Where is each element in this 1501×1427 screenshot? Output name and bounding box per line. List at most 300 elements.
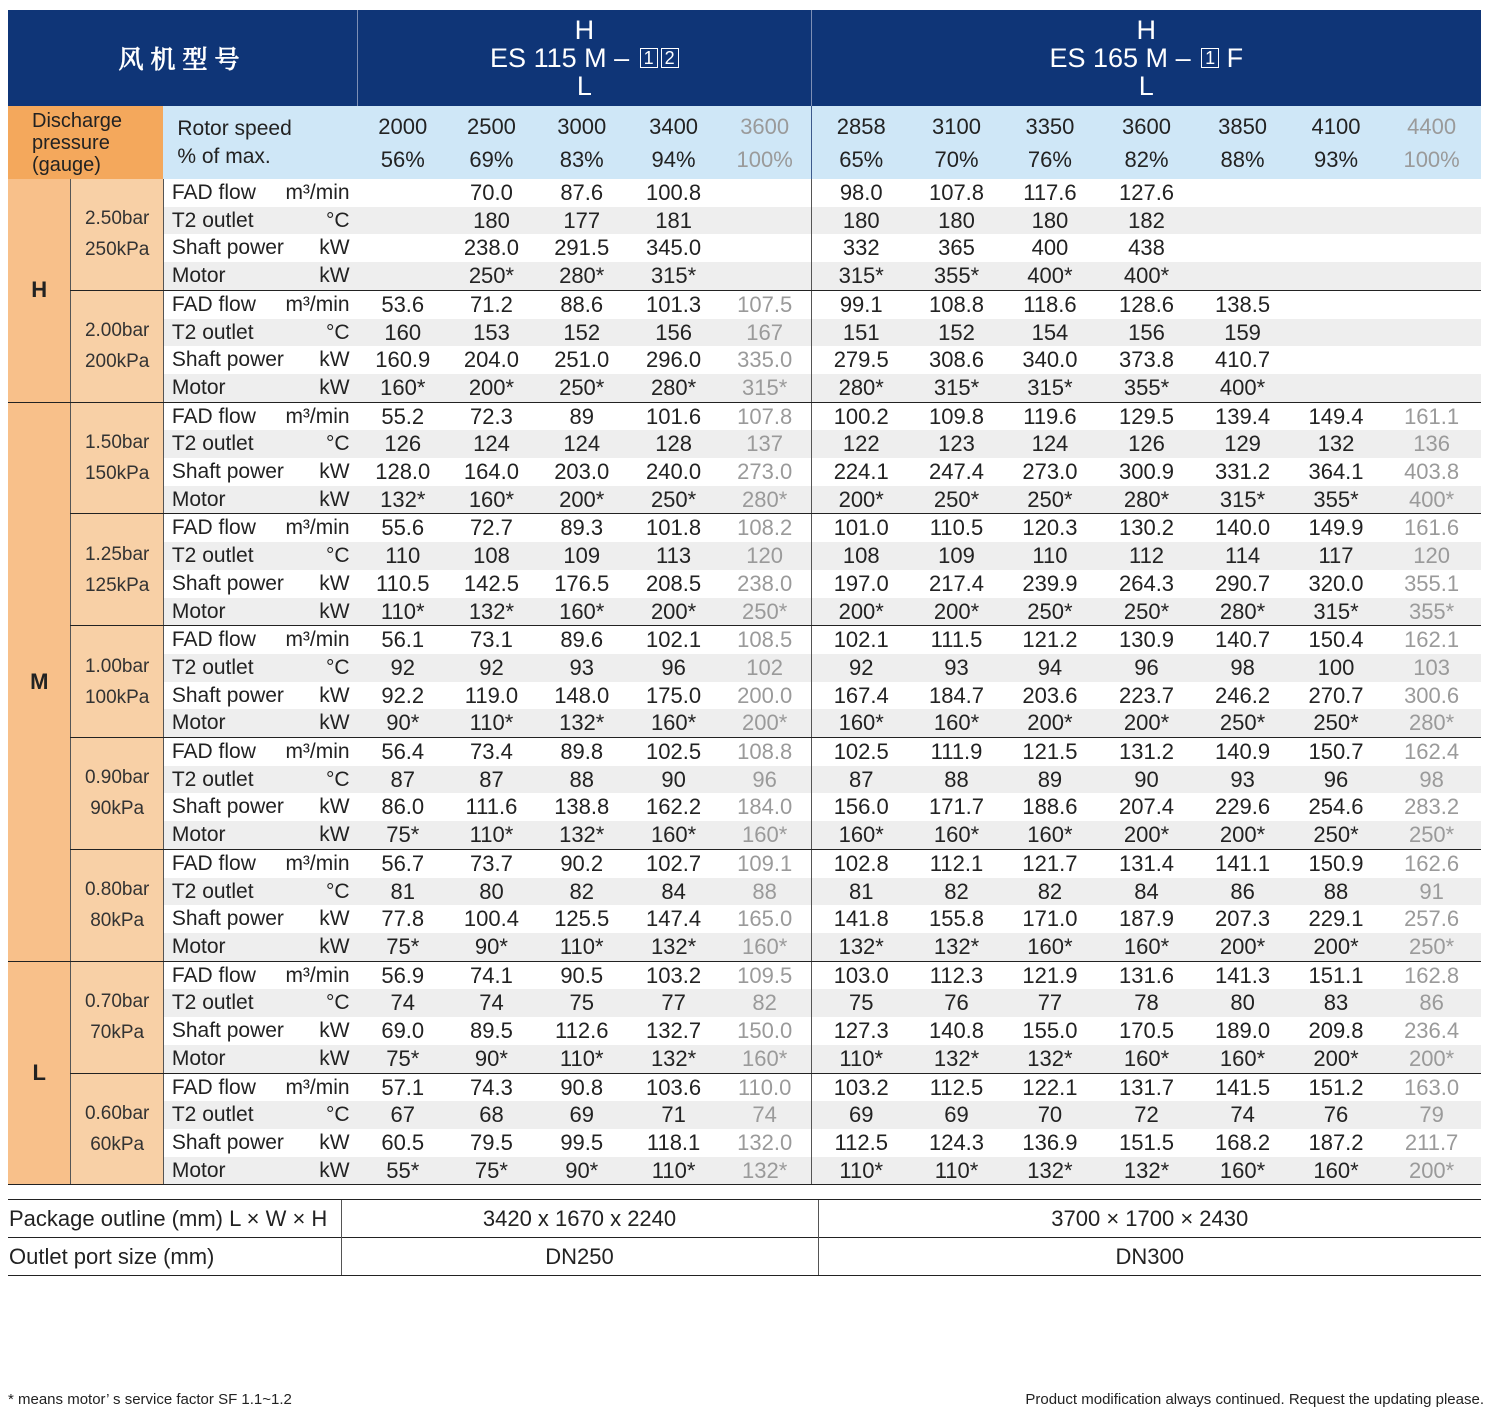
value-cell: 438 <box>1128 235 1165 261</box>
value-cell: 57.1 <box>381 1074 425 1100</box>
value-cell: 156 <box>1098 319 1196 347</box>
value-cell: 132* <box>535 709 628 737</box>
value-cell: 91 <box>1382 878 1481 906</box>
value-cell: 60.5 <box>381 1129 425 1155</box>
row-label-name: Shaft power <box>171 1130 284 1154</box>
value-cell <box>1195 179 1289 207</box>
row-label <box>163 1157 357 1185</box>
value-cell: 103.6 <box>646 1074 702 1100</box>
value-cell: 121.5 <box>1022 739 1078 765</box>
value-cell: 114 <box>1195 542 1289 570</box>
value-cell: 124 <box>535 430 628 458</box>
row-label-unit: kW <box>319 1019 350 1043</box>
data-row <box>8 766 1481 794</box>
data-row <box>8 514 1481 542</box>
speed-column-2 <box>535 106 628 179</box>
rotor-speed-value: 4100 <box>1311 113 1361 139</box>
discharge-pressure-cell <box>71 514 163 626</box>
value-cell: 109.1 <box>737 850 793 876</box>
value-cell: 151 <box>811 319 911 347</box>
value-cell: 110* <box>448 709 535 737</box>
value-cell: 160* <box>1098 933 1196 961</box>
value-cell: 69.0 <box>381 1018 425 1044</box>
value-cell: 77 <box>628 989 718 1017</box>
outlet-port-row <box>8 1238 1481 1276</box>
value-cell <box>1290 234 1382 262</box>
row-label-unit: °C <box>326 655 350 679</box>
row-label-name: Motor <box>171 599 226 623</box>
row-label-name: Shaft power <box>171 907 284 931</box>
rotor-speed-value: 2500 <box>466 113 516 139</box>
footnote-modification: Product modification always continued. Request the updating please. <box>1025 1391 1484 1408</box>
value-cell <box>358 207 448 235</box>
value-cell: 207.3 <box>1215 906 1271 932</box>
value-cell: 92 <box>811 654 911 682</box>
discharge-pressure-cell <box>71 961 163 1073</box>
value-cell: 55* <box>358 1157 448 1185</box>
value-cell: 81 <box>358 878 448 906</box>
row-label <box>163 1017 357 1045</box>
spec-sheet <box>8 10 1481 1276</box>
row-label <box>163 514 357 542</box>
value-cell: 203.6 <box>1022 682 1078 708</box>
rotor-speed-value: 3100 <box>932 113 981 139</box>
data-row <box>8 402 1481 430</box>
value-cell: 264.3 <box>1118 570 1175 596</box>
value-cell: 331.2 <box>1215 459 1271 485</box>
row-label-unit: kW <box>319 599 350 623</box>
pressure-bar-value: 0.90bar <box>84 767 150 789</box>
value-cell: 187.2 <box>1308 1129 1364 1155</box>
row-label-name: FAD flow <box>171 1075 256 1099</box>
value-cell: 160 <box>358 319 448 347</box>
value-cell: 132* <box>911 933 1002 961</box>
value-cell: 160.9 <box>375 347 431 373</box>
data-row <box>8 598 1481 626</box>
value-cell: 156 <box>628 319 718 347</box>
data-row <box>8 933 1481 961</box>
value-cell: 161.6 <box>1404 515 1460 541</box>
value-cell <box>1290 346 1382 374</box>
value-cell: 110 <box>1002 542 1098 570</box>
value-cell: 155.0 <box>1022 1018 1078 1044</box>
value-cell: 160* <box>1002 821 1098 849</box>
row-label <box>163 961 357 989</box>
value-cell: 200* <box>719 709 811 737</box>
value-cell: 160* <box>811 821 911 849</box>
value-cell: 96 <box>1290 766 1382 794</box>
row-label-name: FAD flow <box>171 181 256 204</box>
value-cell: 118.1 <box>646 1129 701 1155</box>
value-cell: 139.4 <box>1215 403 1271 429</box>
value-cell: 56.1 <box>381 627 425 653</box>
data-row <box>8 878 1481 906</box>
value-cell: 102.7 <box>646 850 702 876</box>
value-cell: 280* <box>719 486 811 514</box>
value-cell: 229.1 <box>1308 906 1364 932</box>
value-cell: 189.0 <box>1215 1018 1271 1044</box>
pressure-group-label: L <box>8 961 71 1185</box>
row-label <box>163 989 357 1017</box>
value-cell: 320.0 <box>1308 570 1364 596</box>
value-cell <box>1382 290 1481 318</box>
speed-column-1 <box>448 106 535 179</box>
value-cell: 98 <box>1195 654 1289 682</box>
value-cell <box>1382 179 1481 207</box>
value-cell <box>1382 319 1481 347</box>
value-cell: 400* <box>1382 486 1481 514</box>
speed-column-0 <box>358 106 448 179</box>
row-label-unit: kW <box>319 375 350 399</box>
value-cell: 238.0 <box>737 570 793 596</box>
value-cell: 280* <box>811 374 911 402</box>
performance-table <box>8 10 1481 1185</box>
value-cell: 280* <box>535 262 628 290</box>
row-label-name: FAD flow <box>171 404 256 428</box>
row-label-name: FAD flow <box>171 740 256 764</box>
value-cell: 72.7 <box>470 515 513 541</box>
value-cell: 102.8 <box>811 849 911 877</box>
value-cell: 138.8 <box>554 794 610 820</box>
value-cell: 112.6 <box>555 1018 609 1044</box>
data-row <box>8 821 1481 849</box>
value-cell: 128 <box>628 430 718 458</box>
row-label-name: Motor <box>171 823 226 847</box>
value-cell: 96 <box>628 654 718 682</box>
row-label-unit: kW <box>319 571 350 595</box>
value-cell <box>1382 234 1481 262</box>
value-cell: 75* <box>358 821 448 849</box>
row-label-name: Motor <box>171 1158 226 1182</box>
row-label <box>163 626 357 654</box>
row-label-name: Shaft power <box>171 348 284 372</box>
value-cell: 110.5 <box>929 515 984 541</box>
value-cell: 132* <box>628 933 718 961</box>
value-cell: 90* <box>535 1157 628 1185</box>
data-row <box>8 1045 1481 1073</box>
value-cell: 93 <box>535 654 628 682</box>
value-cell: 403.8 <box>1404 459 1460 485</box>
row-label <box>163 793 357 821</box>
data-row <box>8 458 1481 486</box>
value-cell: 90 <box>1098 766 1196 794</box>
value-cell: 88 <box>911 766 1002 794</box>
row-label-unit: kW <box>319 460 350 484</box>
value-cell: 308.6 <box>928 347 985 373</box>
value-cell: 89 <box>569 403 594 429</box>
value-cell: 355* <box>911 262 1002 290</box>
value-cell: 188.6 <box>1022 794 1078 820</box>
value-cell: 131.2 <box>1118 739 1175 765</box>
value-cell: 238.0 <box>463 235 519 261</box>
row-label <box>163 570 357 598</box>
value-cell: 160* <box>911 821 1002 849</box>
value-cell: 74 <box>1195 1101 1289 1129</box>
value-cell: 162.2 <box>646 794 702 820</box>
value-cell: 150.7 <box>1308 739 1364 765</box>
value-cell: 112 <box>1098 542 1196 570</box>
row-label <box>163 262 357 290</box>
row-label-unit: kW <box>319 795 350 819</box>
package-outline-es115: 3420 x 1670 x 2240 <box>341 1200 818 1238</box>
value-cell: 75* <box>358 1045 448 1073</box>
value-cell: 141.8 <box>811 905 911 933</box>
row-label <box>163 905 357 933</box>
value-cell: 110* <box>448 821 535 849</box>
value-cell: 155.8 <box>928 906 985 932</box>
value-cell: 121.2 <box>1022 627 1078 653</box>
row-label-unit: °C <box>326 208 350 232</box>
data-row <box>8 1073 1481 1101</box>
value-cell: 101.6 <box>646 403 702 429</box>
value-cell: 200* <box>1290 933 1382 961</box>
value-cell: 164.0 <box>463 459 519 485</box>
value-cell: 102 <box>719 654 811 682</box>
value-cell: 204.0 <box>463 347 519 373</box>
value-cell: 129.5 <box>1118 403 1175 429</box>
value-cell: 180 <box>1002 207 1098 235</box>
value-cell: 82 <box>1002 878 1098 906</box>
row-label-unit: kW <box>319 1158 350 1182</box>
model1-variant-top: H <box>574 15 595 45</box>
value-cell: 101.3 <box>646 291 702 317</box>
footnote-service-factor: * means motor’ s service factor SF 1.1~1.2 <box>8 1391 292 1408</box>
rotor-speed-value: 2858 <box>836 113 886 139</box>
value-cell: 200* <box>1195 933 1289 961</box>
value-cell: 124.3 <box>928 1129 985 1155</box>
value-cell: 126 <box>1098 430 1196 458</box>
data-row <box>8 626 1481 654</box>
row-label-name: Shaft power <box>171 795 284 819</box>
value-cell: 180 <box>911 207 1002 235</box>
value-cell <box>358 179 448 207</box>
value-cell: 73.4 <box>470 739 513 765</box>
data-row <box>8 207 1481 235</box>
value-cell: 229.6 <box>1215 794 1271 820</box>
value-cell: 100.2 <box>811 402 911 430</box>
rotor-speed-value: 3600 <box>1122 113 1171 139</box>
value-cell: 365 <box>938 235 975 261</box>
value-cell: 400* <box>1098 262 1196 290</box>
value-cell: 254.6 <box>1308 794 1364 820</box>
data-row <box>8 179 1481 207</box>
value-cell: 332 <box>811 234 911 262</box>
value-cell <box>1195 207 1289 235</box>
value-cell: 156.0 <box>811 793 911 821</box>
value-cell: 355.1 <box>1404 570 1460 596</box>
value-cell: 340.0 <box>1022 347 1078 373</box>
value-cell: 110* <box>628 1157 718 1185</box>
pressure-kpa-value: 150kPa <box>84 463 150 485</box>
row-label <box>163 319 357 347</box>
value-cell: 122 <box>811 430 911 458</box>
value-cell: 154 <box>1002 319 1098 347</box>
pressure-bar-value: 1.25bar <box>84 543 150 565</box>
discharge-pressure-cell <box>71 626 163 738</box>
value-cell: 123 <box>911 430 1002 458</box>
value-cell: 175.0 <box>646 682 702 708</box>
speed-column-5 <box>811 106 911 179</box>
value-cell: 92 <box>358 654 448 682</box>
value-cell: 74 <box>448 989 535 1017</box>
discharge-pressure-cell <box>71 738 163 850</box>
value-cell: 107.8 <box>737 403 793 429</box>
rotor-speed-value: 3350 <box>1025 113 1075 139</box>
row-label <box>163 486 357 514</box>
row-label <box>163 1073 357 1101</box>
percent-of-max-value: 70% <box>934 146 979 172</box>
value-cell: 68 <box>448 1101 535 1129</box>
value-cell: 87 <box>811 766 911 794</box>
value-cell: 160* <box>911 709 1002 737</box>
value-cell: 112.3 <box>929 962 984 988</box>
value-cell: 335.0 <box>737 347 793 373</box>
value-cell: 69 <box>535 1101 628 1129</box>
value-cell: 152 <box>911 319 1002 347</box>
pressure-kpa-value: 100kPa <box>84 686 150 708</box>
value-cell: 137 <box>719 430 811 458</box>
row-label-unit: m³/min <box>285 181 350 204</box>
value-cell: 400 <box>1031 235 1069 261</box>
value-cell: 117.6 <box>1023 180 1077 205</box>
value-cell: 109.8 <box>928 403 985 429</box>
data-row <box>8 654 1481 682</box>
value-cell: 364.1 <box>1308 459 1364 485</box>
value-cell: 132* <box>628 1045 718 1073</box>
value-cell <box>358 262 448 290</box>
value-cell: 108 <box>811 542 911 570</box>
value-cell: 250* <box>1002 486 1098 514</box>
value-cell: 83 <box>1290 989 1382 1017</box>
row-label-unit: kW <box>319 1130 350 1154</box>
value-cell: 103.2 <box>646 962 702 988</box>
value-cell: 161.1 <box>1404 403 1460 429</box>
discharge-pressure-cell <box>71 402 163 514</box>
value-cell: 132* <box>358 486 448 514</box>
speed-column-4 <box>719 106 811 179</box>
model-es165: H ES 165 M – 1 F L <box>811 10 1481 106</box>
row-label <box>163 290 357 318</box>
value-cell: 280* <box>1098 486 1196 514</box>
value-cell: 160* <box>1195 1045 1289 1073</box>
value-cell: 147.4 <box>646 906 702 932</box>
row-label-name: Motor <box>171 375 226 399</box>
value-cell: 148.0 <box>554 682 610 708</box>
value-cell: 80 <box>1195 989 1289 1017</box>
value-cell: 92.2 <box>381 682 425 708</box>
value-cell: 160* <box>1002 933 1098 961</box>
value-cell: 88.6 <box>560 291 604 317</box>
model1-name: ES 115 M <box>490 43 607 73</box>
value-cell: 345.0 <box>646 235 702 261</box>
value-cell: 127.3 <box>811 1017 911 1045</box>
value-cell: 246.2 <box>1215 682 1271 708</box>
value-cell: 90.2 <box>560 850 604 876</box>
value-cell: 240.0 <box>646 459 702 485</box>
row-label-name: Shaft power <box>171 236 284 260</box>
value-cell: 257.6 <box>1404 906 1460 932</box>
data-row <box>8 1017 1481 1045</box>
row-label-unit: kW <box>319 711 350 735</box>
discharge-pressure-cell <box>71 849 163 961</box>
value-cell: 200* <box>535 486 628 514</box>
discharge-pressure-cell <box>71 179 163 290</box>
row-label-unit: m³/min <box>285 292 350 316</box>
value-cell: 121.7 <box>1022 850 1078 876</box>
value-cell <box>1382 346 1481 374</box>
value-cell: 400* <box>1195 374 1289 402</box>
value-cell: 273.0 <box>737 459 793 485</box>
value-cell: 99.1 <box>811 290 911 318</box>
value-cell: 132 <box>1290 430 1382 458</box>
value-cell: 82 <box>535 878 628 906</box>
rotor-speed-label: Rotor speed % of max. <box>163 106 357 179</box>
value-cell <box>1382 207 1481 235</box>
value-cell: 121.9 <box>1022 962 1078 988</box>
value-cell: 250* <box>1195 709 1289 737</box>
value-cell: 79 <box>1382 1101 1481 1129</box>
percent-of-max-value: 82% <box>1124 146 1169 172</box>
model1-variant-bottom: L <box>576 71 592 101</box>
pressure-bar-value: 1.50bar <box>84 432 150 454</box>
value-cell: 247.4 <box>928 459 985 485</box>
value-cell: 89.5 <box>470 1018 513 1044</box>
value-cell: 270.7 <box>1308 682 1364 708</box>
value-cell: 209.8 <box>1308 1018 1364 1044</box>
value-cell <box>719 234 811 262</box>
percent-of-max-value: 93% <box>1313 146 1359 172</box>
value-cell: 140.0 <box>1215 515 1271 541</box>
percent-of-max-value: 56% <box>380 146 425 172</box>
value-cell: 160* <box>1098 1045 1196 1073</box>
value-cell: 86.0 <box>381 794 425 820</box>
value-cell: 72 <box>1098 1101 1196 1129</box>
value-cell: 373.8 <box>1118 347 1175 373</box>
model2-suffix: F <box>1226 43 1244 73</box>
row-label-unit: kW <box>319 907 350 931</box>
value-cell: 132* <box>1002 1157 1098 1185</box>
value-cell: 251.0 <box>554 347 610 373</box>
speed-column-9 <box>1195 106 1289 179</box>
value-cell: 103 <box>1382 654 1481 682</box>
row-label-unit: m³/min <box>285 516 350 540</box>
row-label-unit: kW <box>319 236 350 260</box>
value-cell: 150.4 <box>1308 627 1364 653</box>
value-cell: 250* <box>1290 709 1382 737</box>
value-cell: 151.5 <box>1118 1129 1175 1155</box>
value-cell: 283.2 <box>1404 794 1460 820</box>
value-cell: 138.5 <box>1215 291 1271 317</box>
value-cell: 120.3 <box>1022 515 1078 541</box>
value-cell: 107.8 <box>928 180 985 205</box>
value-cell: 200* <box>1290 1045 1382 1073</box>
row-label-name: Shaft power <box>171 1019 284 1043</box>
discharge-pressure-label: Discharge pressure (gauge) <box>8 106 163 179</box>
value-cell: 160* <box>719 821 811 849</box>
value-cell: 160* <box>1195 1157 1289 1185</box>
row-label <box>163 654 357 682</box>
value-cell: 171.0 <box>1022 906 1078 932</box>
row-label-unit: °C <box>326 767 350 791</box>
row-label-name: T2 outlet <box>171 544 254 568</box>
percent-of-max-value: 76% <box>1027 146 1072 172</box>
row-label-name: Motor <box>171 1046 226 1070</box>
value-cell: 70 <box>1002 1101 1098 1129</box>
value-cell: 273.0 <box>1022 459 1078 485</box>
value-cell: 132* <box>719 1157 811 1185</box>
data-row <box>8 234 1481 262</box>
value-cell: 72.3 <box>470 403 513 429</box>
